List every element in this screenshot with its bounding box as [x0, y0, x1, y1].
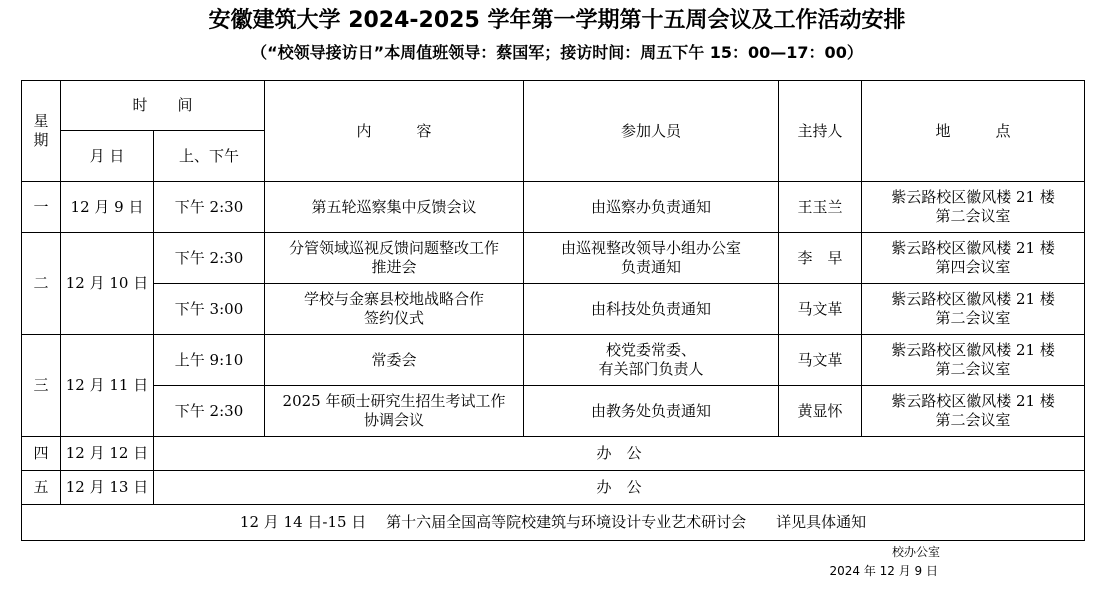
cell-participants: 由教务处负责通知 — [524, 386, 779, 437]
header-weekday — [22, 81, 61, 182]
schedule-table — [21, 80, 1085, 541]
footer-date: 2024 年 12 月 9 日 — [829, 564, 938, 578]
cell-extra-event: 12 月 14 日-15 日 第十六届全国高等院校建筑与环境设计专业艺术研讨会 详见具体通知 — [22, 505, 1085, 541]
cell-host: 马文革 — [779, 335, 862, 386]
cell-location: 紫云路校区徽风楼 21 楼 第二会议室 — [862, 386, 1085, 437]
header-content: 内 容 — [265, 81, 524, 182]
cell-participants: 由科技处负责通知 — [524, 284, 779, 335]
cell-content: 2025 年硕士研究生招生考试工作 协调会议 — [265, 386, 524, 437]
cell-host: 李 早 — [779, 233, 862, 284]
table-row — [22, 505, 1085, 541]
header-period: 上、下午 — [154, 131, 265, 182]
cell-time: 上午 9:10 — [154, 335, 265, 386]
cell-note: 办 公 — [154, 437, 1085, 471]
cell-content: 第五轮巡察集中反馈会议 — [265, 182, 524, 233]
cell-date: 12 月 9 日 — [61, 182, 154, 233]
cell-participants: 由巡察办负责通知 — [524, 182, 779, 233]
cell-date: 12 月 13 日 — [61, 471, 154, 505]
cell-time: 下午 2:30 — [154, 386, 265, 437]
cell-location: 紫云路校区徽风楼 21 楼 第四会议室 — [862, 233, 1085, 284]
header-weekday-char-2: 期 — [33, 131, 49, 149]
cell-weekday: 一 — [22, 182, 61, 233]
footer-office: 校办公室 — [891, 545, 940, 559]
table-row — [22, 182, 1085, 233]
cell-time: 下午 2:30 — [154, 233, 265, 284]
cell-content: 分管领域巡视反馈问题整改工作 推进会 — [265, 233, 524, 284]
cell-weekday: 四 — [22, 437, 61, 471]
table-row — [22, 471, 1085, 505]
cell-location: 紫云路校区徽风楼 21 楼 第二会议室 — [862, 182, 1085, 233]
cell-time: 下午 3:00 — [154, 284, 265, 335]
header-participants: 参加人员 — [524, 81, 779, 182]
cell-participants: 由巡视整改领导小组办公室 负责通知 — [524, 233, 779, 284]
table-row — [22, 386, 1085, 437]
cell-date: 12 月 10 日 — [61, 233, 154, 335]
cell-host: 黄显怀 — [779, 386, 862, 437]
header-host: 主持人 — [779, 81, 862, 182]
page-subtitle: （“校领导接访日”本周值班领导：蔡国军；接访时间：周五下午 15：00—17：00） — [251, 43, 863, 62]
table-row — [22, 437, 1085, 471]
cell-host: 王玉兰 — [779, 182, 862, 233]
cell-note: 办 公 — [154, 471, 1085, 505]
table-row — [22, 233, 1085, 284]
cell-date: 12 月 11 日 — [61, 335, 154, 437]
cell-weekday: 五 — [22, 471, 61, 505]
header-date: 月 日 — [61, 131, 154, 182]
cell-weekday: 二 — [22, 233, 61, 335]
cell-date: 12 月 12 日 — [61, 437, 154, 471]
cell-weekday: 三 — [22, 335, 61, 437]
header-weekday-char-1: 星 — [33, 112, 49, 130]
cell-participants: 校党委常委、 有关部门负责人 — [524, 335, 779, 386]
page-title: 安徽建筑大学 2024-2025 学年第一学期第十五周会议及工作活动安排 — [208, 8, 906, 33]
cell-content: 学校与金寨县校地战略合作 签约仪式 — [265, 284, 524, 335]
cell-location: 紫云路校区徽风楼 21 楼 第二会议室 — [862, 335, 1085, 386]
cell-time: 下午 2:30 — [154, 182, 265, 233]
table-row — [22, 335, 1085, 386]
header-row-1 — [22, 81, 1085, 131]
header-location: 地 点 — [862, 81, 1085, 182]
table-row — [22, 284, 1085, 335]
cell-host: 马文革 — [779, 284, 862, 335]
cell-location: 紫云路校区徽风楼 21 楼 第二会议室 — [862, 284, 1085, 335]
cell-content: 常委会 — [265, 335, 524, 386]
header-time: 时 间 — [61, 81, 265, 131]
